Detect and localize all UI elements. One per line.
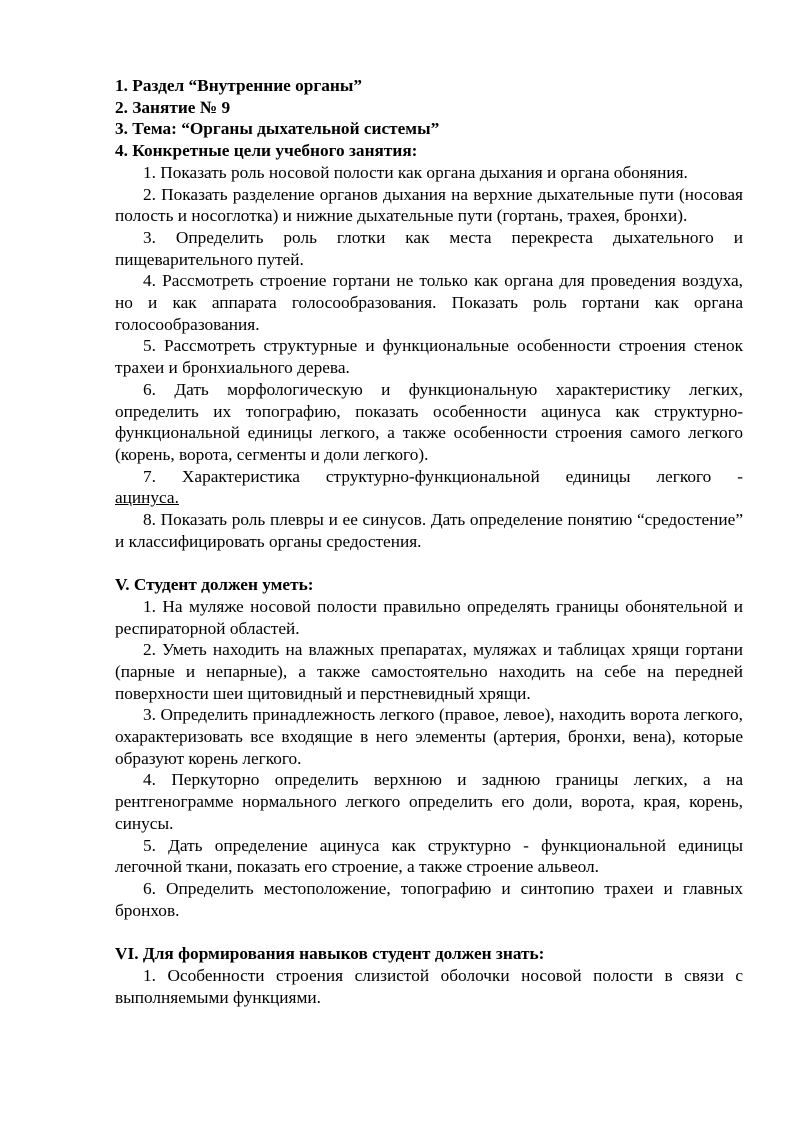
goals-heading: 4. Конкретные цели учебного занятия:	[115, 141, 418, 161]
skill-item: 3. Определить принадлежность легкого (правое, левое), находить ворота легкого, охарактеризовать все входящие в него элементы (артерия, бронхи, вена), которые образуют корень легкого.	[115, 705, 743, 768]
skill-item: 2. Уметь находить на влажных препаратах, муляжах и таблицах хрящи гортани (парные и непарные), а также самостоятельно находить на себе на передней поверхности шеи щитовидный и перстневидный хрящи.	[115, 640, 743, 703]
document-page	[115, 75, 743, 1008]
knowledge-item: 1. Особенности строения слизистой оболочки носовой полости в связи с выполняемыми функциями.	[115, 965, 743, 1007]
goal-item	[115, 466, 743, 488]
section-spacer	[115, 552, 743, 574]
skills-heading: V. Студент должен уметь:	[115, 575, 314, 595]
section-heading: 1. Раздел “Внутренние органы”	[115, 76, 362, 95]
goal-item-text: 7. Характеристика структурно-функциональной единицы легкого -	[143, 466, 743, 486]
skill-item: 1. На муляже носовой полости правильно определять границы обонятельной и респираторной областей.	[115, 596, 743, 638]
goal-item: 2. Показать разделение органов дыхания на верхние дыхательные пути (носовая полость и носоглотка) и нижние дыхательные пути (гортань, трахея, бронхи).	[115, 184, 743, 226]
skill-item: 4. Перкуторно определить верхнюю и заднюю границы легких, а на рентгенограмме нормального легкого определить его доли, ворота, края, корень, синусы.	[115, 770, 743, 833]
goal-item: 5. Рассмотреть структурные и функциональные особенности строения стенок трахеи и бронхиального дерева.	[115, 336, 743, 378]
skill-item: 5. Дать определение ацинуса как структурно - функциональной единицы легочной ткани, показать его строение, а также строение альвеол.	[115, 835, 743, 877]
skill-item: 6. Определить местоположение, топографию и синтопию трахеи и главных бронхов.	[115, 879, 743, 920]
goal-item: 6. Дать морфологическую и функциональную характеристику легких, определить их топографию, показать особенности ацинуса как структурно-функциональной единицы легкого, а также особенности строения самого легкого (корень, ворота, сегменты и доли легкого).	[115, 379, 743, 464]
goal-item: 3. Определить роль глотки как места перекреста дыхательного и пищеварительного путей.	[115, 227, 743, 269]
goal-item: 4. Рассмотреть строение гортани не только как органа для проведения воздуха, но и как аппарата голосообразования. Показать роль гортани как органа голосообразования.	[115, 271, 743, 334]
goal-item: 1. Показать роль носовой полости как органа дыхания и органа обоняния.	[143, 162, 688, 182]
goal-underlined-term: ацинуса.	[115, 488, 179, 508]
goal-item-continuation	[115, 487, 743, 509]
lesson-heading: 2. Занятие № 9	[115, 97, 231, 117]
section-spacer	[115, 921, 743, 943]
topic-heading: 3. Тема: “Органы дыхательной системы”	[115, 119, 440, 139]
goal-item: 8. Показать роль плевры и ее синусов. Дать определение понятию “средостение” и классифицировать органы средостения.	[115, 510, 743, 551]
knowledge-heading: VI. Для формирования навыков студент должен знать:	[115, 944, 545, 964]
